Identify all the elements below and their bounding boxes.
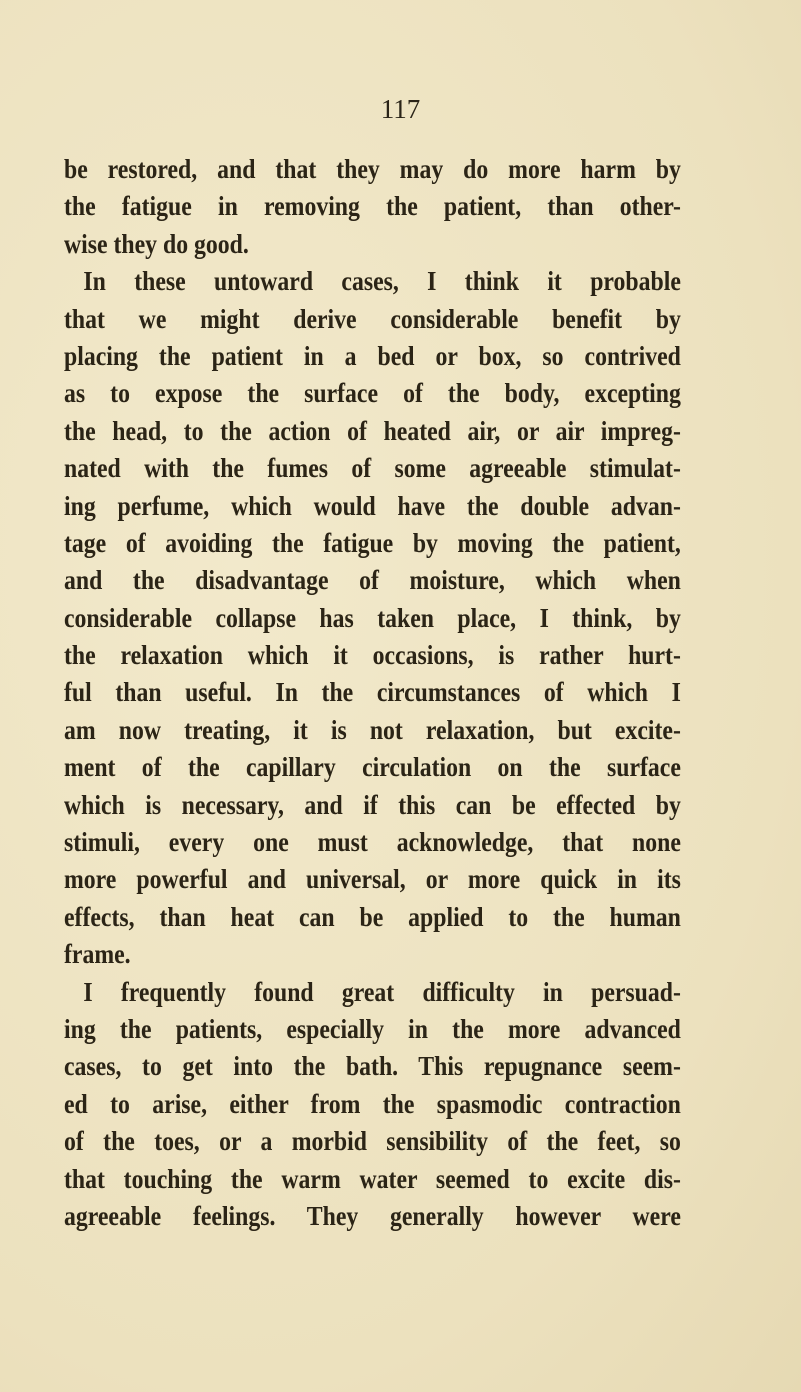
text-line: agreeable feelings. They generally however were [64, 1200, 681, 1231]
text-line: frame. [64, 939, 131, 970]
text-line: ed to arise, either from the spasmodic contraction [64, 1088, 681, 1119]
text-line: am now treating, it is not relaxation, but excite- [64, 714, 681, 745]
page-number: 117 [380, 94, 421, 124]
text-line: tage of avoiding the fatigue by moving the patient, [64, 527, 681, 558]
text-line: ful than useful. In the circumstances of which I [64, 677, 681, 708]
text-line: which is necessary, and if this can be effected by [64, 789, 681, 820]
paragraph-start-line: I frequently found great difficulty in persuad- [83, 976, 681, 1007]
text-line: as to expose the surface of the body, excepting [64, 378, 681, 409]
text-line: nated with the fumes of some agreeable stimulat- [64, 453, 681, 484]
text-line: more powerful and universal, or more quick in its [64, 864, 681, 895]
body-text [64, 151, 681, 1235]
text-line: ing perfume, which would have the double advan- [64, 490, 681, 521]
paragraph-start-line: In these untoward cases, I think it probable [83, 266, 681, 297]
text-line: that we might derive considerable benefit by [64, 303, 681, 334]
text-line: ment of the capillary circulation on the surface [64, 752, 681, 783]
text-line: stimuli, every one must acknowledge, that none [64, 827, 681, 858]
text-line: the relaxation which it occasions, is rather hurt- [64, 640, 681, 671]
text-line: the fatigue in removing the patient, than other- [64, 191, 681, 222]
text-line: ing the patients, especially in the more advanced [64, 1013, 681, 1044]
text-line: cases, to get into the bath. This repugnance seem- [64, 1051, 681, 1082]
text-line: wise they do good. [64, 228, 249, 259]
text-line: of the toes, or a morbid sensibility of the feet, so [64, 1126, 681, 1157]
text-line: that touching the warm water seemed to excite dis- [64, 1163, 681, 1194]
text-line: considerable collapse has taken place, I think, by [64, 602, 681, 633]
text-line: effects, than heat can be applied to the human [64, 901, 681, 932]
text-line: and the disadvantage of moisture, which when [64, 565, 681, 596]
text-line: be restored, and that they may do more harm by [64, 154, 681, 184]
text-line: placing the patient in a bed or box, so contrived [64, 340, 681, 371]
text-line: the head, to the action of heated air, or air impreg- [64, 415, 681, 446]
